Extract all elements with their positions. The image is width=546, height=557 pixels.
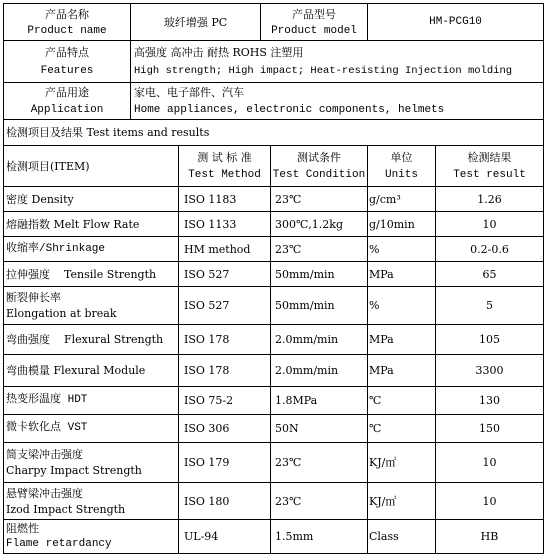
result-value: HB [480, 530, 499, 543]
section-title: 检测项目及结果 Test items and results [6, 126, 210, 139]
table-row-result [436, 212, 543, 236]
item-label: 弯曲模量 Flexural Module [6, 364, 146, 377]
table-row-unit [369, 387, 435, 414]
table-row-method [184, 237, 270, 261]
method-value: ISO 1133 [184, 217, 237, 231]
method-value: ISO 179 [184, 456, 230, 469]
result-value: 65 [482, 267, 497, 281]
divider [3, 482, 544, 483]
product-model-label-en: Product model [271, 25, 357, 37]
item-label: 拉伸强度 Tensile Strength [6, 267, 157, 281]
table-row-item [6, 187, 178, 211]
table-row-item [6, 520, 178, 553]
result-value: 10 [482, 217, 497, 231]
table-row-condition [275, 262, 367, 286]
method-value: ISO 1183 [184, 192, 237, 206]
table-row-method [184, 387, 270, 414]
item-label: 弯曲强度 Flexural Strength [6, 333, 164, 346]
features-label-cn: 产品特点 [45, 46, 89, 59]
unit-value: g/cm³ [369, 192, 401, 206]
item-label-en: Elongation at break [6, 307, 117, 320]
features-value [134, 41, 542, 82]
condition-value: 1.5mm [275, 530, 314, 543]
table-row-condition [275, 443, 367, 482]
item-label: 密度 Density [6, 192, 74, 206]
product-name-label-cn: 产品名称 [45, 8, 89, 21]
col-header-item [6, 146, 178, 186]
method-value: ISO 306 [184, 422, 230, 435]
method-value: ISO 527 [184, 267, 230, 281]
method-value: ISO 75-2 [184, 394, 234, 407]
table-row-result [436, 325, 543, 354]
features-label-en: Features [40, 65, 94, 77]
table-row-unit [369, 237, 435, 261]
condition-value: 300℃,1.2kg [275, 217, 343, 231]
divider [3, 324, 544, 325]
table-row-unit [369, 483, 435, 519]
table-row-result [436, 415, 543, 442]
method-value: ISO 178 [184, 364, 230, 377]
divider [3, 286, 544, 287]
item-label-en: Charpy Impact Strength [6, 464, 142, 477]
features-value-en: High strength; High impact; Heat-resisting Injection molding [134, 65, 513, 77]
col-header-result [436, 146, 543, 186]
application-label-en: Application [30, 104, 104, 116]
table-row-method [184, 262, 270, 286]
unit-value: ℃ [369, 422, 382, 435]
col-header-result-cn: 检测结果 [467, 150, 512, 164]
section-title-cell [6, 120, 542, 145]
application-value-en: Home appliances, electronic components, helmets [134, 104, 445, 116]
table-row-method [184, 287, 270, 324]
divider [3, 442, 544, 443]
table-row-condition [275, 415, 367, 442]
product-model-value: HM-PCG10 [429, 15, 482, 28]
table-row-method [184, 212, 270, 236]
table-row-item [6, 415, 178, 442]
condition-value: 50N [275, 422, 299, 435]
col-header-condition-en: Test Condition [272, 168, 366, 181]
table-row-method [184, 443, 270, 482]
table-row-unit [369, 325, 435, 354]
table-row-result [436, 443, 543, 482]
condition-value: 50mm/min [275, 299, 335, 312]
divider [3, 261, 544, 262]
product-model-value-cell [368, 4, 543, 40]
table-row-item [6, 355, 178, 386]
divider [3, 386, 544, 387]
divider [3, 519, 544, 520]
divider [3, 186, 544, 187]
condition-value: 2.0mm/min [275, 364, 339, 377]
table-row-unit [369, 212, 435, 236]
condition-value: 2.0mm/min [275, 333, 339, 346]
col-header-unit-en: Units [384, 168, 418, 181]
item-label-cn: 悬臂梁冲击强度 [6, 486, 83, 500]
unit-value: ℃ [369, 394, 382, 407]
table-row-unit [369, 443, 435, 482]
result-value: 1.26 [477, 192, 502, 206]
product-name-label [4, 4, 130, 40]
unit-value: MPa [369, 364, 394, 377]
table-row-method [184, 415, 270, 442]
method-value: UL-94 [184, 530, 219, 543]
table-row-item [6, 387, 178, 414]
table-row-result [436, 355, 543, 386]
application-label [4, 83, 130, 119]
unit-value: % [369, 299, 380, 312]
unit-value: MPa [369, 267, 394, 281]
application-value-cn: 家电、电子部件、汽车 [134, 86, 244, 99]
result-value: 130 [479, 394, 500, 407]
condition-value: 23℃ [275, 456, 302, 469]
divider [3, 414, 544, 415]
result-value: 150 [479, 422, 500, 435]
col-header-unit [368, 146, 435, 186]
condition-value: 23℃ [275, 242, 302, 256]
divider [367, 145, 368, 554]
border-bottom [3, 553, 544, 554]
unit-value: KJ/㎡ [369, 456, 397, 469]
unit-value: KJ/㎡ [369, 494, 397, 508]
table-row-condition [275, 287, 367, 324]
divider [435, 145, 436, 554]
divider [3, 236, 544, 237]
table-row-result [436, 387, 543, 414]
table-row-unit [369, 262, 435, 286]
divider [3, 354, 544, 355]
table-row-item [6, 483, 178, 519]
result-value: 3300 [475, 364, 504, 377]
condition-value: 23℃ [275, 494, 302, 508]
table-row-method [184, 325, 270, 354]
unit-value: g/10min [369, 217, 415, 231]
table-row-condition [275, 387, 367, 414]
table-row-result [436, 237, 543, 261]
method-value: ISO 178 [184, 333, 230, 346]
product-name-value-cell [131, 4, 260, 40]
features-value-cn: 高强度 高冲击 耐热 ROHS 注塑用 [134, 46, 304, 59]
condition-value: 23℃ [275, 192, 302, 206]
condition-value: 1.8MPa [275, 394, 318, 407]
product-name-label-en: Product name [27, 25, 107, 37]
table-row-result [436, 520, 543, 553]
table-row-condition [275, 355, 367, 386]
table-row-condition [275, 325, 367, 354]
table-row-item [6, 325, 178, 354]
table-row-result [436, 262, 543, 286]
col-header-method [179, 146, 270, 186]
table-row-item [6, 287, 178, 324]
result-value: 5 [486, 299, 493, 312]
item-label-cn: 断裂伸长率 [6, 291, 61, 304]
col-header-item-label: 检测项目(ITEM) [6, 159, 90, 173]
table-row-condition [275, 187, 367, 211]
table-row-condition [275, 212, 367, 236]
method-value: ISO 527 [184, 299, 230, 312]
border-right [543, 3, 544, 554]
table-row-result [436, 187, 543, 211]
table-row-method [184, 520, 270, 553]
item-label-cn: 阻燃性 [6, 522, 39, 535]
col-header-result-en: Test result [453, 168, 526, 181]
table-row-result [436, 483, 543, 519]
table-row-method [184, 187, 270, 211]
divider [270, 145, 271, 554]
table-row-item [6, 262, 178, 286]
item-label-en: Izod Impact Strength [6, 502, 126, 516]
col-header-condition [271, 146, 367, 186]
table-row-method [184, 483, 270, 519]
unit-value: MPa [369, 333, 394, 346]
item-label: 熔融指数 Melt Flow Rate [6, 217, 140, 231]
result-value: 105 [479, 333, 500, 346]
unit-value: % [369, 242, 380, 256]
application-label-cn: 产品用途 [45, 86, 89, 99]
item-label: 微卡软化点 VST [6, 422, 88, 434]
divider [178, 145, 179, 554]
col-header-unit-cn: 单位 [390, 150, 413, 164]
result-value: 10 [482, 456, 497, 469]
product-name-value: 玻纤增强 PC [163, 15, 228, 29]
item-label-en: Flame retardancy [6, 538, 112, 550]
table-row-condition [275, 483, 367, 519]
col-header-method-cn: 测 试 标 准 [197, 150, 252, 164]
table-row-condition [275, 520, 367, 553]
table-row-result [436, 287, 543, 324]
table-row-unit [369, 355, 435, 386]
method-value: ISO 180 [184, 494, 230, 508]
result-value: 10 [482, 494, 497, 508]
table-row-item [6, 212, 178, 236]
table-row-condition [275, 237, 367, 261]
application-value [134, 83, 542, 119]
table-row-unit [369, 187, 435, 211]
divider [3, 211, 544, 212]
table-row-item [6, 443, 178, 482]
features-label [4, 41, 130, 82]
col-header-condition-cn: 测试条件 [297, 150, 341, 164]
table-row-unit [369, 520, 435, 553]
item-label: 收缩率/Shrinkage [6, 242, 106, 255]
item-label: 热变形温度 HDT [6, 394, 88, 406]
spec-sheet [3, 3, 544, 554]
table-row-item [6, 237, 178, 261]
result-value: 0.2-0.6 [470, 242, 509, 256]
table-row-method [184, 355, 270, 386]
product-model-label [261, 4, 367, 40]
col-header-method-en: Test Method [188, 168, 261, 181]
product-model-label-cn: 产品型号 [292, 8, 336, 21]
table-row-unit [369, 415, 435, 442]
unit-value: Class [369, 530, 399, 543]
item-label-cn: 简支梁冲击强度 [6, 448, 83, 461]
condition-value: 50mm/min [275, 267, 335, 281]
table-row-unit [369, 287, 435, 324]
method-value: HM method [184, 242, 251, 256]
